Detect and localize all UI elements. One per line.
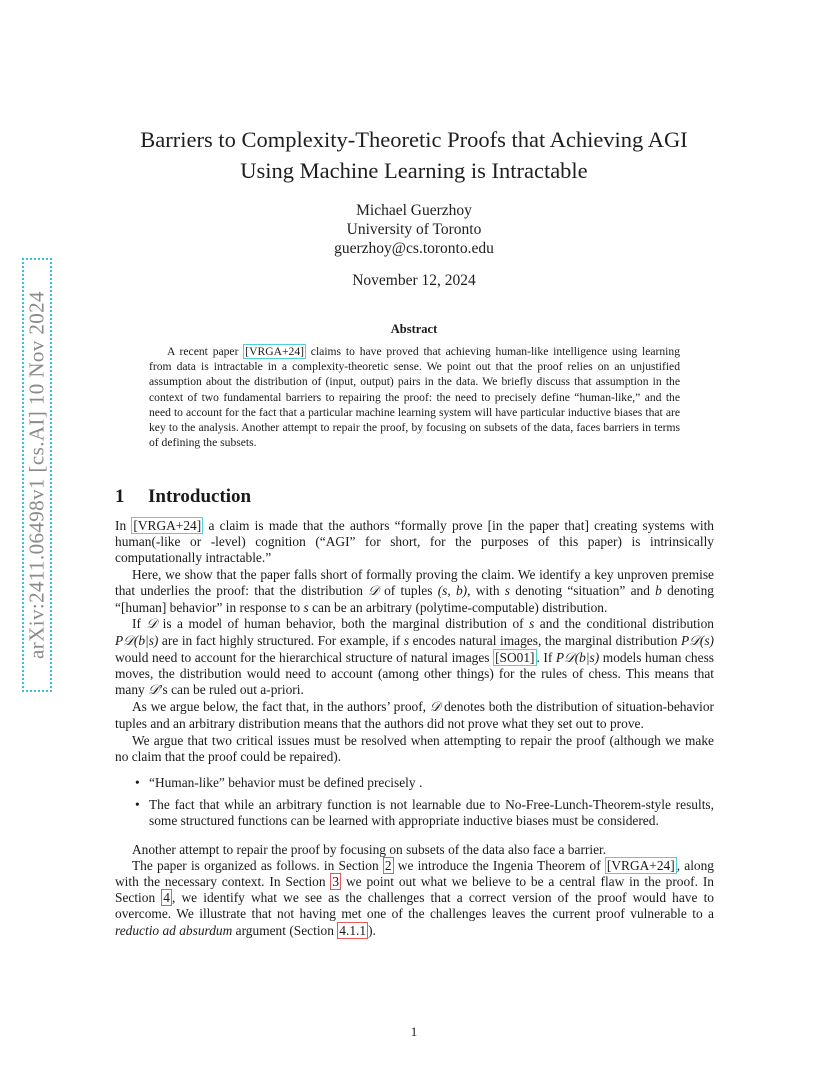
arxiv-identifier[interactable]: arXiv:2411.06498v1 [cs.AI] 10 Nov 2024	[24, 291, 49, 659]
text: can be an arbitrary (polytime-computable) distribution.	[308, 600, 608, 616]
abstract-heading: Abstract	[390, 322, 438, 336]
text: , we identify what we see as the challenges that a correct version of the proof would have to overcome. We illustrate that not having met one of the challenges leaves the current proof vulnerable to a	[115, 890, 714, 922]
bullet-icon: •	[135, 797, 140, 813]
citation-link[interactable]: [VRGA+24]	[606, 857, 675, 873]
math-expression: P𝒟(b|s)	[555, 649, 600, 665]
section-title: Introduction	[148, 486, 252, 507]
text: As we argue below, the fact that, in the authors’ proof,	[132, 699, 430, 715]
paragraph	[115, 567, 714, 617]
abstract-text-part: A recent paper	[167, 345, 244, 358]
math-symbol: 𝒟	[148, 683, 159, 699]
paragraph	[115, 616, 714, 699]
text: a claim is made that the authors “formally prove [in the paper that] creating systems with human(-like or -level) cognition (“AGI” for short, for the purposes of this paper) is intrinsically computationally intractable.”	[115, 518, 714, 566]
bullet-list	[115, 775, 714, 830]
citation-link[interactable]: [SO01]	[495, 649, 535, 665]
abstract-text-part: claims to have proved that achieving human-like intelligence using learning from data is intractable in a complexity-theoretic sense. We point out that the proof relies on an unjustified assumption about the distribution of (input, output) pairs in the data. We briefly discuss that assumption in the context of two fundamental barriers to repairing the proof: the need to precisely define “human-like,” and the need to account for the fact that a particular machine learning system will have particular inductive biases that are key to the analysis. Another attempt to repair the proof, by focusing on subsets of the data, faces barriers in terms of defining the subsets.	[149, 345, 680, 450]
text: we introduce the Ingenia Theorem of	[393, 857, 605, 873]
math-symbol: s	[529, 616, 535, 632]
section-body	[115, 518, 714, 939]
text: would need to account for the hierarchical structure of natural images	[115, 649, 494, 665]
text: ).	[368, 922, 376, 938]
section-link[interactable]: 3	[332, 874, 340, 890]
list-item-text: “Human-like” behavior must be defined precisely .	[149, 775, 423, 791]
paragraph	[115, 699, 714, 732]
text: ’s can be ruled out a-priori.	[158, 682, 304, 698]
text: In	[115, 518, 132, 533]
list-item	[135, 775, 714, 791]
paragraph: We argue that two critical issues must be resolved when attempting to repair the proof (although we make no claim that the proof could be repaired).	[115, 732, 714, 764]
math-expression: P𝒟(b|s)	[115, 633, 159, 649]
text: , along with the necessary context. In Section	[115, 857, 714, 890]
paper-title	[100, 124, 728, 186]
section-number: 1	[115, 486, 125, 507]
math-symbol: s	[403, 633, 410, 649]
text: If	[132, 616, 147, 632]
section-link[interactable]: 4.1.1	[339, 922, 367, 938]
text: encodes natural images, the marginal distribution	[409, 633, 681, 649]
emphasis-text: reductio ad absurdum	[115, 922, 233, 938]
section-link[interactable]: 2	[384, 857, 392, 873]
text: we point out what we believe to be a central flaw in the proof. In Section	[115, 874, 714, 906]
math-symbol: s	[303, 600, 309, 616]
math-expression: (s, b)	[437, 582, 468, 598]
arxiv-stamp[interactable]	[22, 258, 52, 692]
section-heading	[115, 486, 251, 508]
text: argument (Section	[232, 922, 338, 938]
math-expression: P𝒟(s)	[681, 633, 714, 649]
math-symbol: 𝒟	[368, 583, 379, 599]
paragraph: Another attempt to repair the proof by focusing on subsets of the data also face a barrier.	[132, 841, 607, 857]
title-line: Barriers to Complexity-Theoretic Proofs that Achieving AGI	[140, 127, 688, 152]
title-line: Using Machine Learning is Intractable	[240, 158, 588, 183]
bullet-icon: •	[135, 775, 140, 791]
text: The paper is organized as follows. in Section	[132, 857, 383, 873]
list-item-text: The fact that while an arbitrary function is not learnable due to No-Free-Lunch-Theorem-style results, some structured functions can be learned with appropriate inductive biases must be considered.	[149, 797, 714, 829]
author-name: Michael Guerzhoy	[356, 202, 472, 219]
citation-link[interactable]: [VRGA+24]	[133, 518, 202, 533]
math-symbol: b	[655, 582, 662, 598]
math-symbol: s	[504, 582, 510, 598]
list-item	[135, 797, 714, 829]
text: denotes both the distribution of situation-behavior tuples and an arbitrary distribution means that the authors did not prove what they set out to prove.	[115, 699, 714, 732]
text: . If	[536, 649, 556, 665]
text: are in fact highly structured. For example, if	[158, 633, 404, 649]
page-number: 1	[410, 1024, 418, 1039]
text: of tuples	[378, 582, 438, 598]
math-symbol: 𝒟	[429, 700, 441, 716]
abstract-text	[149, 344, 680, 450]
text: and the conditional distribution	[534, 616, 714, 632]
math-symbol: 𝒟	[146, 617, 158, 633]
section-link[interactable]: 4	[163, 890, 170, 906]
text: , with	[467, 582, 505, 598]
author-email: guerzhoy@cs.toronto.edu	[334, 240, 494, 257]
paper-date: November 12, 2024	[352, 272, 476, 289]
text: models human chess moves, the distribution would need to account (among other things) for the rules of chess. This means that many	[115, 649, 714, 698]
text: is a model of human behavior, both the marginal distribution of	[157, 616, 530, 632]
author-affiliation: University of Toronto	[346, 221, 482, 238]
text: denoting “situation” and	[509, 582, 656, 598]
text: denoting “[human] behavior” in response to	[115, 582, 714, 616]
text: Here, we show that the paper falls short of formally proving the claim. We identify a key unproven premise that underlies the proof: that the distribution	[115, 566, 714, 598]
citation-link[interactable]: [VRGA+24]	[245, 345, 304, 358]
paragraph	[115, 858, 714, 939]
paragraph	[115, 518, 714, 567]
